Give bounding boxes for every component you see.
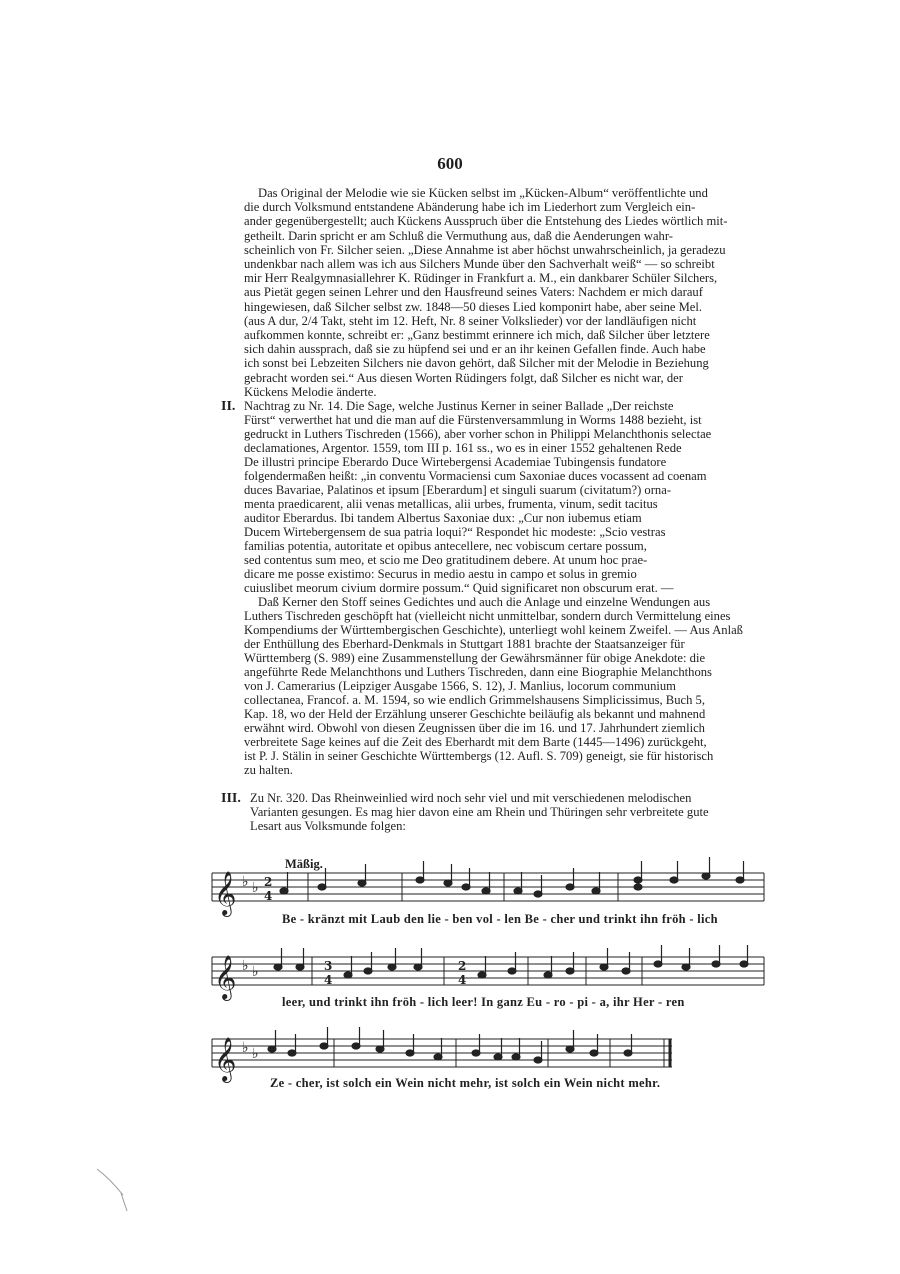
text-line: scheinlich von Fr. Silcher seien. „Diese Annahme ist aber höchst unwahrscheinlich, ja geradezu — [244, 242, 726, 257]
text-line: von J. Camerarius (Leipziger Ausgabe 1566, S. 12), J. Manlius, locorum communium — [244, 679, 676, 693]
text-line: cuiuslibet meorum civium dormire possum.“ Quid significaret non obscurum erat. — — [244, 581, 674, 595]
text-line: Luthers Tischreden geschöpft hat (vielleicht nicht unmittelbar, sondern durch Vermittelung eines — [244, 609, 731, 623]
text-line: aus Pietät gegen seinen Lehrer und den Hausfreund seines Vaters: Nachdem er mich darauf — [244, 285, 703, 300]
text-line: verbreitete Sage keines auf die Zeit des Eberhardt mit dem Barte (1445—1496) zurückgeht, — [244, 735, 707, 749]
svg-text:𝄞: 𝄞 — [214, 871, 237, 915]
staff-lines — [212, 868, 772, 915]
music-staff — [212, 868, 772, 915]
text-line: aufkommen konnte, schreibt er: „Ganz bestimmt erinnere ich mich, daß Silcher über letztere — [244, 328, 710, 343]
text-line: ander gegenübergestellt; auch Kückens Ausspruch über die Entstehung des Liedes wörtlich mit- — [244, 214, 728, 229]
lyrics-line: leer, und trinkt ihn fröh - lich leer! In ganz Eu - ro - pi - a, ihr Her - ren — [282, 995, 685, 1009]
section-ii-text — [244, 399, 764, 777]
text-line: familias potentia, autoritate et opibus antecellere, nec vobiscum certare possum, — [244, 539, 647, 553]
text-line: dicare me posse existimo: Securus in medio aestu in campo et solus in gremio — [244, 567, 637, 581]
svg-text:4: 4 — [264, 889, 273, 903]
music-staff — [212, 1034, 772, 1081]
text-line: der Enthüllung des Eberhard-Denkmals in Stuttgart 1881 brachte der Staatsanzeiger für — [244, 637, 685, 651]
text-line: sich dahin aussprach, daß sie zu hüpfend sei und er an ihr keinen Gefallen finde. Auch habe — [244, 342, 706, 357]
staff-lines — [212, 1034, 772, 1081]
text-line: Kückens Melodie änderte. — [244, 384, 377, 399]
svg-text:♭: ♭ — [242, 1040, 249, 1056]
text-line: declamationes, Argentor. 1559, tom III p. 161 ss., wo es in einer 1552 gehaltenen Rede — [244, 441, 682, 455]
text-line: Zu Nr. 320. Das Rheinweinlied wird noch sehr viel und mit verschiedenen melodischen — [250, 791, 692, 805]
section-numeral: II. — [221, 399, 236, 414]
music-staff — [212, 952, 772, 999]
text-line: gedruckt in Luthers Tischreden (1566), aber vorher schon in Philippi Melanchthonis selectae — [244, 427, 712, 441]
text-line: Württemberg (S. 989) eine Zusammenstellung der Gewährsmänner für obige Anekdote: die — [244, 651, 706, 665]
text-line: De illustri principe Eberardo Duce Wirtebergensi Academiae Tubingensis fundatore — [244, 455, 667, 469]
text-line: angeführte Rede Melanchthons und Luthers Tischreden, dann eine Biographie Melanchthons — [244, 665, 712, 679]
text-line: Varianten gesungen. Es mag hier davon eine am Rhein und Thüringen sehr verbreitete gute — [250, 805, 709, 820]
staff-lines — [212, 952, 772, 999]
svg-text:4: 4 — [458, 973, 467, 987]
text-line: auditor Eberardus. Ibi tandem Albertus Saxoniae dux: „Cur non iubemus etiam — [244, 511, 642, 525]
text-line: gebracht worden sei.“ Aus diesen Worten Rüdingers folgt, daß Silcher es nicht war, der — [244, 370, 683, 385]
text-line: folgendermaßen heißt: „in conventu Vormaciensi cum Saxoniae duces vocassent ad coenam — [244, 469, 707, 483]
lyrics-line: Ze - cher, ist solch ein Wein nicht mehr, ist solch ein Wein nicht mehr. — [270, 1076, 661, 1090]
text-line: menta praedicarent, alii venas metallicas, alii urbes, frumenta, vinum, sedit tacitus — [244, 497, 658, 511]
svg-text:𝄞: 𝄞 — [214, 1037, 237, 1081]
text-line: die durch Volksmund entstandene Abänderung habe ich im Liederhort zum Vergleich ein- — [244, 200, 696, 215]
section-iii-text — [250, 791, 764, 834]
note-paragraph — [244, 186, 764, 399]
text-line: Kap. 18, wo der Held der Erzählung unserer Geschichte beiläufig als bekannt und mahnend — [244, 707, 706, 721]
text-line: duces Bavariae, Palatinos et ipsum [Eberardum] et singuli suarum (civitatum?) orna- — [244, 483, 672, 497]
text-line: Ducem Wirtebergensem de sua patria loqui?“ Respondet hic modeste: „Scio vestras — [244, 525, 666, 539]
text-line: sed contentus sum meo, et scio me Deo gratitudinem debere. At unum hoc prae- — [244, 553, 648, 567]
text-line: (aus A dur, 2/4 Takt, steht im 12. Heft, Nr. 8 seiner Volkslieder) vor der landläufigen nicht — [244, 313, 697, 328]
svg-text:♭: ♭ — [252, 880, 259, 896]
text-line: erwähnt wird. Obwohl von diesen Zeugnissen über die im 16. und 17. Jahrhundert ziemlich — [244, 721, 705, 735]
svg-text:𝄞: 𝄞 — [214, 955, 237, 999]
text-line: undenkbar nach allem was ich aus Silchers Munde über den Sachverhalt weiß“ — so schreibt — [244, 257, 715, 272]
text-line: Das Original der Melodie wie sie Kücken selbst im „Kücken-Album“ veröffentlichte und — [258, 186, 708, 200]
svg-text:2: 2 — [264, 875, 273, 889]
svg-text:2: 2 — [458, 959, 467, 973]
text-line: ich sonst bei Lebzeiten Silchers nie davon gehört, daß Silcher mit der Melodie in Beziehung — [244, 356, 709, 371]
text-line: mir Herr Realgymnasiallehrer K. Rüdinger in Frankfurt a. M., ein dankbarer Schüler Silchers, — [244, 271, 718, 286]
text-line: hingewiesen, daß Silcher selbst zw. 1848—50 dieses Lied komponirt habe, aber seine Mel. — [244, 299, 703, 314]
text-line: Lesart aus Volksmunde folgen: — [250, 819, 406, 834]
tempo-marking: Mäßig. — [285, 857, 323, 871]
scan-mark — [95, 1165, 135, 1215]
svg-text:3: 3 — [324, 959, 333, 973]
svg-text:♭: ♭ — [242, 874, 249, 890]
text-line: Nachtrag zu Nr. 14. Die Sage, welche Justinus Kerner in seiner Ballade „Der reichste — [244, 399, 674, 413]
svg-text:♭: ♭ — [252, 964, 259, 980]
text-line: collectanea, Francof. a. M. 1594, so wie endlich Grimmelshausens Simplicissimus, Buch 5, — [244, 693, 705, 707]
text-line: zu halten. — [244, 763, 293, 777]
lyrics-line: Be - kränzt mit Laub den lie - ben vol - len Be - cher und trinkt ihn fröh - lich — [282, 912, 718, 926]
text-line: Fürst“ verwerthet hat und die man auf die Fürstenversammlung in Worms 1488 bezieht, ist — [244, 413, 702, 427]
text-line: getheilt. Darin spricht er am Schluß die Vermuthung aus, daß die Aenderungen wahr- — [244, 228, 673, 243]
section-numeral: III. — [221, 791, 241, 806]
svg-text:♭: ♭ — [252, 1046, 259, 1062]
text-line: Kompendiums der Württembergischen Geschichte), unterliegt wohl keinem Zweifel. — Aus Anlaß — [244, 623, 743, 637]
text-line: ist P. J. Stälin in seiner Geschichte Württembergs (12. Aufl. S. 709) geneigt, sie für historisch — [244, 749, 714, 763]
svg-text:4: 4 — [324, 973, 333, 987]
page-number: 600 — [437, 154, 463, 173]
text-line: Daß Kerner den Stoff seines Gedichtes und auch die Anlage und einzelne Wendungen aus — [258, 595, 711, 609]
svg-text:♭: ♭ — [242, 958, 249, 974]
